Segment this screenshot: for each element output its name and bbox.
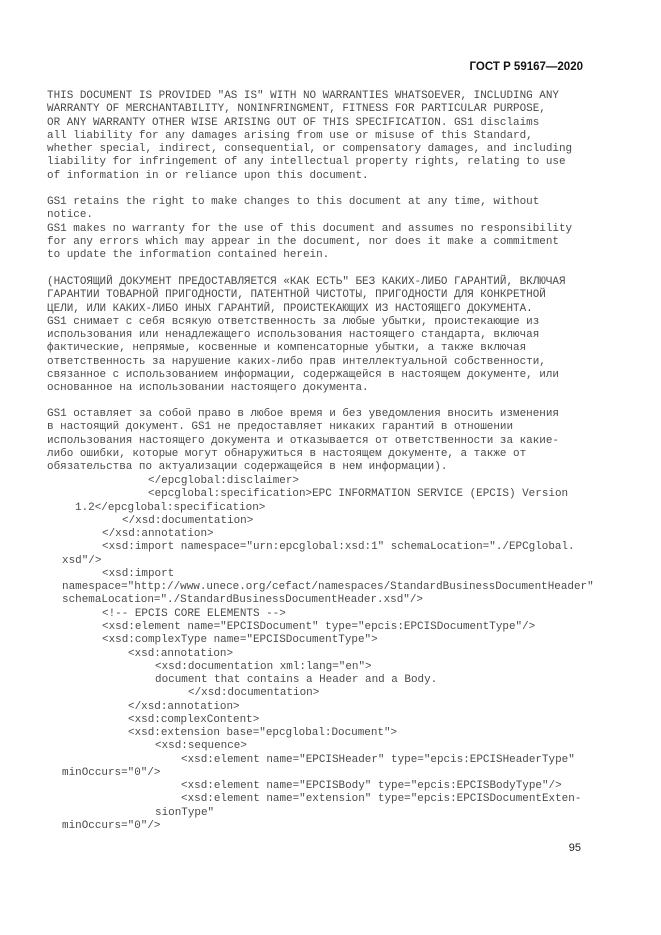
code-line: <epcglobal:specification>EPC INFORMATION SERVICE (EPCIS) Version (148, 488, 569, 501)
text-line: GS1 makes no warranty for the use of this document and assumes no responsibility (47, 222, 573, 235)
code-line: 1.2</epcglobal:specification> (75, 501, 266, 514)
text-line: использования настоящего документа и отказывается от ответственности за какие- (47, 434, 559, 447)
code-line: document that contains a Header and a Body. (155, 674, 438, 687)
text-line: GS1 оставляет за собой право в любое время и без уведомления вносить изменения (47, 408, 559, 420)
code-line: minOccurs="0"/> (62, 820, 161, 833)
text-line: связанное с использованием информации, содержащейся в настоящем документе, или (47, 368, 559, 381)
text-line: WARRANTY OF MERCHANTABILITY, NONINFRINGMENT, FITNESS FOR PARTICULAR PURPOSE, (47, 103, 546, 116)
code-line: <xsd:element name="extension" type="epcis:EPCISDocumentExten- (181, 793, 582, 806)
code-line: </xsd:annotation> (128, 700, 240, 713)
code-line: <!-- EPCIS CORE ELEMENTS --> (102, 607, 286, 620)
code-line: <xsd:annotation> (128, 647, 234, 660)
code-line: minOccurs="0"/> (62, 766, 161, 779)
code-line: </epcglobal:disclaimer> (148, 475, 299, 487)
code-line: namespace="http://www.unece.org/cefact/namespaces/StandardBusinessDocumentHeader" (62, 581, 594, 594)
code-line: schemaLocation="./StandardBusinessDocumentHeader.xsd"/> (62, 594, 423, 607)
code-line: <xsd:complexContent> (128, 713, 260, 726)
standard-code-header: ГОСТ Р 59167—2020 (469, 61, 583, 73)
text-line: либо ошибки, которые могут обнаружиться в настоящем документе, а также от (47, 447, 527, 460)
code-line: <xsd:import namespace="urn:epcglobal:xsd:1" schemaLocation="./EPCglobal. (102, 541, 575, 554)
code-line: <xsd:sequence> (155, 740, 247, 753)
text-line: to update the information contained herein. (47, 249, 330, 261)
text-line: all liability for any damages arising from use or misuse of this Standard, (47, 129, 533, 142)
text-line: THIS DOCUMENT IS PROVIDED "AS IS" WITH NO WARRANTIES WHATSOEVER, INCLUDING ANY (47, 90, 559, 102)
text-line: (НАСТОЯЩИЙ ДОКУМЕНТ ПРЕДОСТАВЛЯЕТСЯ «КАК ЕСТЬ" БЕЗ КАКИХ-ЛИБО ГАРАНТИЙ, ВКЛЮЧАЯ (47, 276, 566, 288)
code-line: <xsd:element name="EPCISHeader" type="epcis:EPCISHeaderType" (181, 753, 575, 766)
text-line: основанное на использовании настоящего документа. (47, 382, 369, 394)
code-line: <xsd:extension base="epcglobal:Document"> (128, 727, 398, 740)
text-line: notice. (47, 209, 93, 222)
code-line: <xsd:documentation xml:lang="en"> (155, 660, 372, 673)
text-line: ЦЕЛИ, ИЛИ КАКИХ-ЛИБО ИНЫХ ГАРАНТИЙ, ПРОИСТЕКАЮЩИХ ИЗ НАСТОЯЩЕГО ДОКУМЕНТА. (47, 302, 533, 315)
code-line: </xsd:documentation> (188, 687, 320, 700)
code-line: </xsd:annotation> (102, 528, 214, 541)
text-line: использования или ненадлежащего использования настоящего стандарта, включая (47, 329, 540, 341)
text-line: в настоящий документ. GS1 не предоставляет никаких гарантий в отношении (47, 421, 514, 434)
code-line: xsd"/> (62, 554, 102, 567)
text-line: ответственность за нарушение каких-либо прав интеллектуальной собственности, (47, 355, 546, 368)
code-line: sionType" (155, 806, 215, 819)
text-line: GS1 retains the right to make changes to this document at any time, without (47, 196, 540, 208)
text-line: фактические, непрямые, косвенные и компенсаторные убытки, а также включая (47, 342, 527, 355)
text-line: GS1 снимает с себя всякую ответственность за любые убытки, проистекающие из (47, 315, 540, 328)
page-number: 95 (568, 842, 581, 854)
text-line: обязательства по актуализации содержащейся в нем информации). (47, 461, 448, 473)
code-line: <xsd:element name="EPCISDocument" type="epcis:EPCISDocumentType"/> (102, 620, 536, 633)
code-line: <xsd:import (102, 567, 175, 580)
code-line: <xsd:element name="EPCISBody" type="epcis:EPCISBodyType"/> (181, 780, 562, 793)
text-line: of information in or reliance upon this document. (47, 169, 369, 182)
text-line: whether special, indirect, consequential, or compensatory damages, and including (47, 143, 573, 155)
text-line: ГАРАНТИИ ТОВАРНОЙ ПРИГОДНОСТИ, ПАТЕНТНОЙ ЧИСТОТЫ, ПРИГОДНОСТИ ДЛЯ КОНКРЕТНОЙ (47, 289, 546, 302)
code-line: <xsd:complexType name="EPCISDocumentType"> (102, 634, 378, 647)
text-line: for any errors which may appear in the document, nor does it make a commitment (47, 235, 559, 248)
text-line: liability for infringement of any intellectual property rights, relating to use (47, 156, 566, 169)
text-line: OR ANY WARRANTY OTHER WISE ARISING OUT OF THIS SPECIFICATION. GS1 disclaims (47, 116, 540, 129)
code-line: </xsd:documentation> (122, 514, 254, 527)
